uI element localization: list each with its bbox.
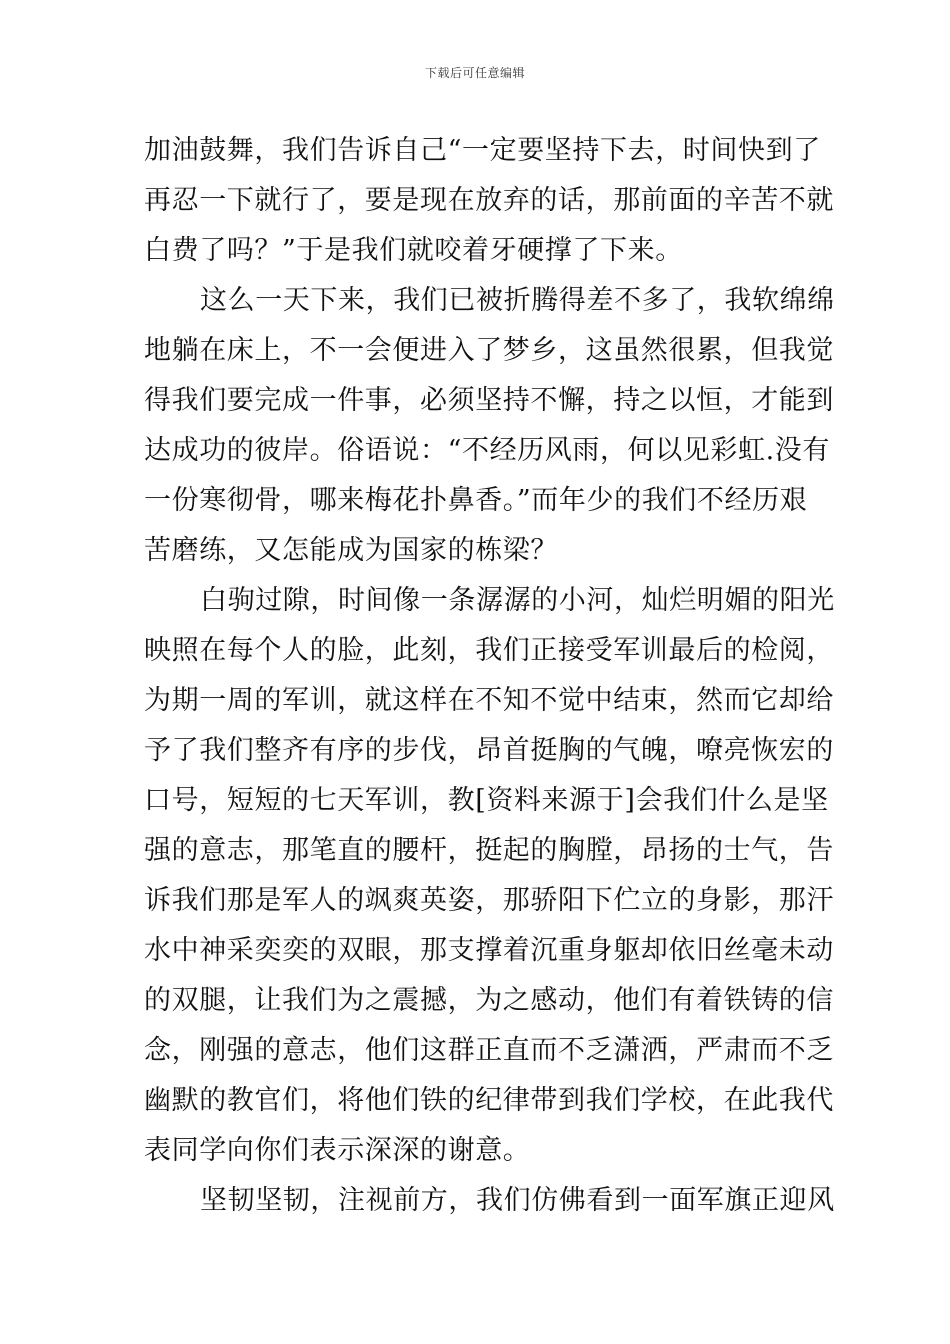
text-line: 达成功的彼岸。俗语说：“不经历风雨，何以见彩虹.没有 xyxy=(144,435,830,466)
text-line: 得我们要完成一件事，必须坚持不懈，持之以恒，才能到 xyxy=(144,385,834,416)
paragraph-first-line: 坚韧坚韧，注视前方，我们仿佛看到一面军旗正迎风 xyxy=(200,1185,835,1216)
text-line: 表同学向你们表示深深的谢意。 xyxy=(144,1135,531,1166)
text-line: 一份寒彻骨，哪来梅花扑鼻香。”而年少的我们不经历艰 xyxy=(144,485,808,516)
text-line: 口号，短短的七天军训，教[资料来源于]会我们什么是坚 xyxy=(144,785,829,816)
paragraph-first-line: 白驹过隙，时间像一条潺潺的小河，灿烂明媚的阳光 xyxy=(200,585,835,616)
text-line: 再忍一下就行了，要是现在放弃的话，那前面的辛苦不就 xyxy=(144,185,834,216)
text-line: 为期一周的军训，就这样在不知不觉中结束，然而它却给 xyxy=(144,685,834,716)
text-line: 念，刚强的意志，他们这群正直而不乏潇洒，严肃而不乏 xyxy=(144,1035,834,1066)
text-line: 加油鼓舞，我们告诉自己“一定要坚持下去，时间快到了 xyxy=(144,135,821,166)
document-body xyxy=(144,126,835,1226)
text-line: 幽默的教官们，将他们铁的纪律带到我们学校，在此我代 xyxy=(144,1085,834,1116)
text-line: 映照在每个人的脸，此刻，我们正接受军训最后的检阅， xyxy=(144,635,834,666)
text-line: 强的意志，那笔直的腰杆，挺起的胸膛，昂扬的士气，告 xyxy=(144,835,834,866)
text-line: 的双腿，让我们为之震撼，为之感动，他们有着铁铸的信 xyxy=(144,985,834,1016)
text-line: 地躺在床上，不一会便进入了梦乡，这虽然很累，但我觉 xyxy=(144,335,834,366)
text-line: 予了我们整齐有序的步伐，昂首挺胸的气魄，嘹亮恢宏的 xyxy=(144,735,834,766)
page-header: 下载后可任意编辑 xyxy=(424,66,525,80)
text-line: 苦磨练，又怎能成为国家的栋梁？ xyxy=(144,535,558,566)
text-line: 诉我们那是军人的飒爽英姿，那骄阳下伫立的身影，那汗 xyxy=(144,885,834,916)
text-line: 白费了吗？”于是我们就咬着牙硬撑了下来。 xyxy=(144,235,683,266)
paragraph-first-line: 这么一天下来，我们已被折腾得差不多了，我软绵绵 xyxy=(200,285,835,316)
text-line: 水中神采奕奕的双眼，那支撑着沉重身躯却依旧丝毫未动 xyxy=(144,935,834,966)
